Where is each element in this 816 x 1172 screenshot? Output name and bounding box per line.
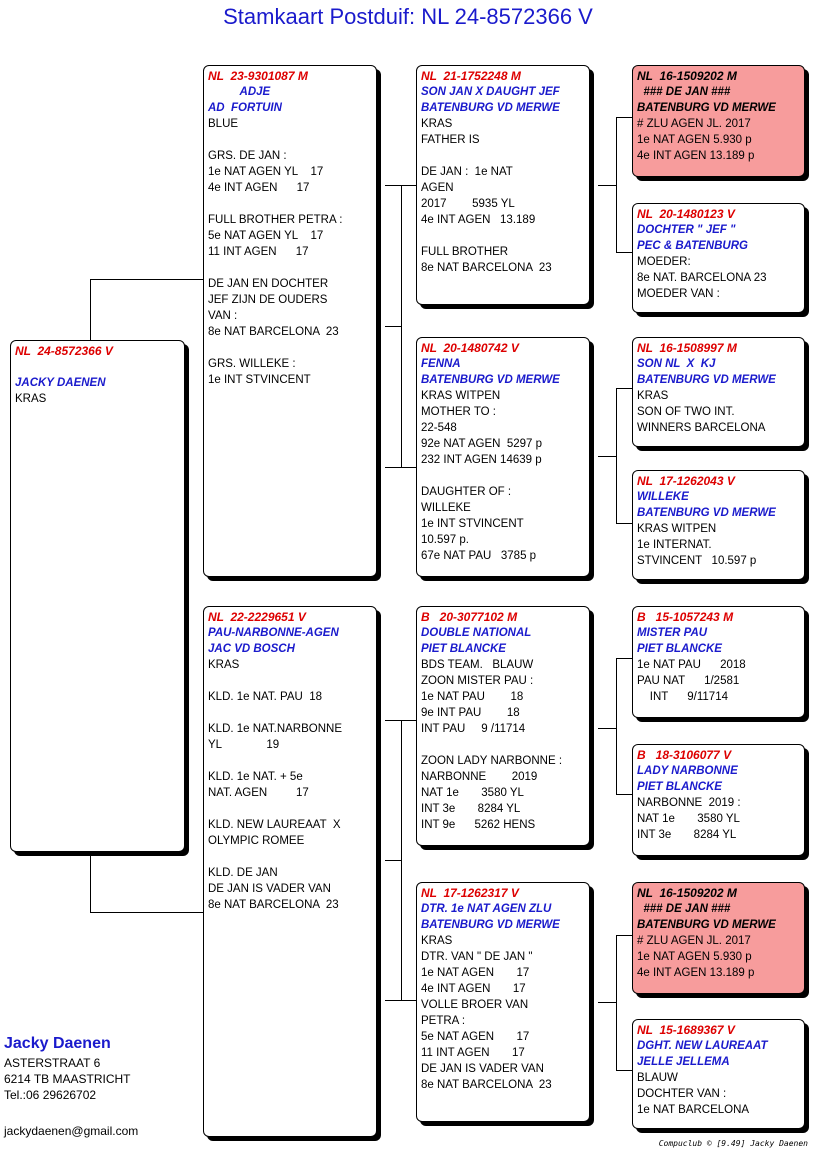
pedigree-line: 1e NAT AGEN 5.930 p xyxy=(637,951,752,963)
pedigree-line: 1e NAT AGEN 17 xyxy=(421,967,530,979)
pedigree-line: YL 19 xyxy=(208,739,280,751)
pedigree-line: MOTHER TO : xyxy=(421,406,496,418)
pedigree-line: 67e NAT PAU 3785 p xyxy=(421,550,537,562)
pigeon-card-fff xyxy=(632,65,805,177)
pedigree-line: 92e NAT AGEN 5297 p xyxy=(421,438,543,450)
pigeon-breeder: BATENBURG VD MERWE xyxy=(637,374,776,386)
pedigree-line: 1e NAT BARCELONA xyxy=(637,1104,750,1116)
pedigree-line: KRAS xyxy=(15,393,47,405)
pedigree-line: 8e NAT. BARCELONA 23 xyxy=(637,272,767,284)
pedigree-line: INT 9/11714 xyxy=(637,691,728,703)
pedigree-line: DE JAN EN DOCHTER xyxy=(208,278,329,290)
pigeon-breeder: BATENBURG VD MERWE xyxy=(637,102,776,114)
pedigree-line: VAN : xyxy=(208,310,238,322)
connector-line xyxy=(616,252,632,253)
connector-line xyxy=(385,326,401,327)
pedigree-line: DAUGHTER OF : xyxy=(421,486,512,498)
connector-line xyxy=(90,912,204,913)
pedigree-line: DTR. VAN " DE JAN " xyxy=(421,951,533,963)
pedigree-line: # ZLU AGEN JL. 2017 xyxy=(637,935,751,947)
pedigree-line xyxy=(421,737,585,753)
page-title: Stamkaart Postduif: NL 24-8572366 V xyxy=(223,4,593,29)
owner-city: 6214 TB MAASTRICHT xyxy=(4,1072,131,1086)
pigeon-breeder: JELLE JELLEMA xyxy=(637,1056,730,1068)
pedigree-line: 1e NAT PAU 18 xyxy=(421,691,524,703)
connector-line xyxy=(598,456,616,457)
pigeon-name: DOUBLE NATIONAL xyxy=(421,627,532,639)
pedigree-line: INT 3e 8284 YL xyxy=(637,829,737,841)
pedigree-line xyxy=(421,148,585,164)
pedigree-line: SON OF TWO INT. xyxy=(637,406,735,418)
connector-line xyxy=(616,523,632,524)
pigeon-breeder: BATENBURG VD MERWE xyxy=(421,374,560,386)
pedigree-line: 1e INTERNAT. xyxy=(637,539,712,551)
pedigree-line: VOLLE BROER VAN xyxy=(421,999,529,1011)
pedigree-line: BDS TEAM. BLAUW xyxy=(421,659,534,671)
pedigree-line: 11 INT AGEN 17 xyxy=(208,246,309,258)
pedigree-line: OLYMPIC ROMEE xyxy=(208,835,305,847)
pedigree-line: 11 INT AGEN 17 xyxy=(421,1047,525,1059)
pedigree-line: 4e INT AGEN 13.189 p xyxy=(637,150,755,162)
pigeon-card-mother-mother xyxy=(416,882,590,1122)
pedigree-line: ZOON LADY NARBONNE : xyxy=(421,755,563,767)
connector-line xyxy=(401,185,402,467)
pedigree-line: ZOON MISTER PAU : xyxy=(421,675,534,687)
connector-line xyxy=(616,117,632,118)
pigeon-card-ffm xyxy=(632,203,805,313)
ring-number: B 20-3077102 M xyxy=(421,610,518,624)
pigeon-breeder: JAC VD BOSCH xyxy=(208,643,295,655)
connector-line xyxy=(616,388,632,389)
pigeon-card-fmm xyxy=(632,470,805,580)
ring-number: NL 22-2229651 V xyxy=(208,610,306,624)
pedigree-line xyxy=(208,260,372,276)
pedigree-line: 2017 5935 YL xyxy=(421,198,515,210)
pedigree-line: 1e NAT AGEN 5.930 p xyxy=(637,134,752,146)
connector-line xyxy=(598,1002,616,1003)
ring-number: NL 16-1509202 M xyxy=(637,69,737,83)
pedigree-line: STVINCENT 10.597 p xyxy=(637,555,757,567)
connector-line xyxy=(616,658,617,794)
connector-line xyxy=(401,720,402,1000)
pedigree-line: 8e NAT BARCELONA 23 xyxy=(421,1079,552,1091)
pigeon-breeder: BATENBURG VD MERWE xyxy=(421,102,560,114)
pedigree-line: BLUE xyxy=(208,118,239,130)
ring-number: NL 20-1480742 V xyxy=(421,341,519,355)
connector-line xyxy=(616,935,617,1070)
pedigree-line: AGEN xyxy=(421,182,454,194)
pedigree-line: # ZLU AGEN JL. 2017 xyxy=(637,118,751,130)
pedigree-line xyxy=(208,673,372,689)
pedigree-line: NARBONNE 2019 xyxy=(421,771,538,783)
pigeon-breeder: BATENBURG VD MERWE xyxy=(637,507,776,519)
pedigree-line: MOEDER: xyxy=(637,256,691,268)
pedigree-line xyxy=(208,801,372,817)
pedigree-line: 9e INT PAU 18 xyxy=(421,707,520,719)
pigeon-card-father-mother xyxy=(416,337,590,577)
pigeon-name: SON NL X KJ xyxy=(637,358,716,370)
pedigree-line: 232 INT AGEN 14639 p xyxy=(421,454,542,466)
pedigree-line: GRS. WILLEKE : xyxy=(208,358,296,370)
pigeon-breeder: PEC & BATENBURG xyxy=(637,240,748,252)
pigeon-card-mmf xyxy=(632,882,805,994)
pedigree-line: KLD. 1e NAT. + 5e xyxy=(208,771,303,783)
pigeon-card-fmf xyxy=(632,337,805,447)
pedigree-line: GRS. DE JAN : xyxy=(208,150,287,162)
ring-number: B 18-3106077 V xyxy=(637,748,732,762)
owner-name: Jacky Daenen xyxy=(4,1035,111,1052)
pedigree-line: DE JAN IS VADER VAN xyxy=(208,883,331,895)
connector-line xyxy=(616,388,617,523)
pigeon-card-mff xyxy=(632,606,805,718)
pigeon-card-subject xyxy=(10,340,185,852)
pedigree-line: KLD. NEW LAUREAAT X xyxy=(208,819,341,831)
connector-line xyxy=(616,1070,632,1071)
pedigree-line: 8e NAT BARCELONA 23 xyxy=(208,899,339,911)
pedigree-line: NARBONNE 2019 : xyxy=(637,797,741,809)
pedigree-line: NAT 1e 3580 YL xyxy=(421,787,524,799)
connector-line xyxy=(616,935,632,936)
pedigree-line: KLD. DE JAN xyxy=(208,867,278,879)
owner-email[interactable]: jackydaenen@gmail.com xyxy=(4,1124,139,1138)
ring-number: NL 16-1509202 M xyxy=(637,886,737,900)
pedigree-line: WILLEKE xyxy=(421,502,471,514)
ring-number: NL 20-1480123 V xyxy=(637,207,735,221)
pedigree-line: 1e NAT PAU 2018 xyxy=(637,659,746,671)
pedigree-line: 5e NAT AGEN 17 xyxy=(421,1031,530,1043)
pigeon-name: DGHT. NEW LAUREAAT xyxy=(637,1040,768,1052)
pedigree-line: BLAUW xyxy=(637,1072,678,1084)
pedigree-line: 5e NAT AGEN YL 17 xyxy=(208,230,324,242)
pedigree-line: 1e NAT AGEN YL 17 xyxy=(208,166,324,178)
pedigree-line xyxy=(208,132,372,148)
pigeon-breeder: PIET BLANCKE xyxy=(637,781,722,793)
ring-number: B 15-1057243 M xyxy=(637,610,734,624)
pedigree-line: FULL BROTHER xyxy=(421,246,509,258)
pedigree-line: 10.597 p. xyxy=(421,534,469,546)
pigeon-card-mfm xyxy=(632,744,805,856)
pedigree-line xyxy=(208,753,372,769)
pedigree-line: KLD. 1e NAT. PAU 18 xyxy=(208,691,322,703)
pedigree-line: KRAS xyxy=(637,390,669,402)
pigeon-breeder: JACKY DAENEN xyxy=(15,377,106,389)
pigeon-name: ADJE xyxy=(208,86,271,98)
connector-line xyxy=(616,658,632,659)
owner-phone: Tel.:06 29626702 xyxy=(4,1088,97,1102)
pedigree-line: PETRA : xyxy=(421,1015,466,1027)
pigeon-card-mother xyxy=(203,606,377,1137)
pedigree-line: KLD. 1e NAT.NARBONNE xyxy=(208,723,342,735)
pedigree-line xyxy=(421,228,585,244)
connector-line xyxy=(385,1000,417,1001)
pigeon-name: MISTER PAU xyxy=(637,627,708,639)
pedigree-line: KRAS WITPEN xyxy=(637,523,717,535)
connector-line xyxy=(598,728,616,729)
pedigree-line xyxy=(208,340,372,356)
pedigree-line: 22-548 xyxy=(421,422,457,434)
pigeon-name: DOCHTER " JEF " xyxy=(637,224,736,236)
footer-credit: Compuclub © [9.49] Jacky Daenen xyxy=(658,1139,808,1148)
connector-line xyxy=(385,860,401,861)
pigeon-name: LADY NARBONNE xyxy=(637,765,738,777)
connector-line xyxy=(90,852,91,912)
pigeon-name: FENNA xyxy=(421,358,461,370)
owner-block xyxy=(4,1033,130,1103)
ring-number: NL 21-1752248 M xyxy=(421,69,521,83)
pedigree-line: INT PAU 9 /11714 xyxy=(421,723,526,735)
pedigree-line xyxy=(208,849,372,865)
pigeon-breeder: PIET BLANCKE xyxy=(637,643,722,655)
pigeon-card-father xyxy=(203,65,377,577)
pedigree-line: 8e NAT BARCELONA 23 xyxy=(208,326,339,338)
connector-line xyxy=(90,279,204,280)
pigeon-name xyxy=(15,359,180,375)
pedigree-line: PAU NAT 1/2581 xyxy=(637,675,740,687)
pedigree-line: KRAS xyxy=(421,935,453,947)
ring-number: NL 15-1689367 V xyxy=(637,1023,735,1037)
pigeon-breeder: BATENBURG VD MERWE xyxy=(637,919,776,931)
pigeon-name: WILLEKE xyxy=(637,491,689,503)
pedigree-line: 1e INT STVINCENT xyxy=(208,374,311,386)
pedigree-line: 1e INT STVINCENT xyxy=(421,518,524,530)
pedigree-line: 4e INT AGEN 17 xyxy=(208,182,310,194)
pedigree-line: 4e INT AGEN 17 xyxy=(421,983,526,995)
pigeon-name: SON JAN X DAUGHT JEF xyxy=(421,86,560,98)
pedigree-line: DE JAN IS VADER VAN xyxy=(421,1063,544,1075)
connector-line xyxy=(616,117,617,252)
pigeon-breeder: BATENBURG VD MERWE xyxy=(421,919,560,931)
pedigree-line xyxy=(208,705,372,721)
pedigree-line: KRAS xyxy=(421,118,453,130)
ring-number: NL 17-1262043 V xyxy=(637,474,735,488)
pedigree-line: DE JAN : 1e NAT xyxy=(421,166,513,178)
pigeon-name: DTR. 1e NAT AGEN ZLU xyxy=(421,903,552,915)
connector-line xyxy=(90,279,91,341)
pigeon-name: ### DE JAN ### xyxy=(637,903,731,915)
pedigree-line: MOEDER VAN : xyxy=(637,288,720,300)
pedigree-line: DOCHTER VAN : xyxy=(637,1088,727,1100)
pedigree-line xyxy=(421,468,585,484)
pigeon-breeder: PIET BLANCKE xyxy=(421,643,506,655)
pedigree-line: NAT. AGEN 17 xyxy=(208,787,309,799)
pedigree-line: INT 3e 8284 YL xyxy=(421,803,521,815)
pedigree-line: 8e NAT BARCELONA 23 xyxy=(421,262,552,274)
pedigree-line: KRAS WITPEN xyxy=(421,390,501,402)
pigeon-breeder: AD FORTUIN xyxy=(208,102,282,114)
pedigree-line xyxy=(208,196,372,212)
pedigree-line: JEF ZIJN DE OUDERS xyxy=(208,294,328,306)
pedigree-line: 4e INT AGEN 13.189 xyxy=(421,214,536,226)
owner-street: ASTERSTRAAT 6 xyxy=(4,1056,101,1070)
ring-number: NL 23-9301087 M xyxy=(208,69,308,83)
ring-number: NL 16-1508997 M xyxy=(637,341,737,355)
ring-number: NL 17-1262317 V xyxy=(421,886,519,900)
connector-line xyxy=(616,794,632,795)
pigeon-card-mmm xyxy=(632,1019,805,1129)
pigeon-name: PAU-NARBONNE-AGEN xyxy=(208,627,339,639)
pedigree-line: NAT 1e 3580 YL xyxy=(637,813,740,825)
pedigree-line: FATHER IS xyxy=(421,134,480,146)
pedigree-line: FULL BROTHER PETRA : xyxy=(208,214,343,226)
pedigree-line: KRAS xyxy=(208,659,240,671)
ring-number: NL 24-8572366 V xyxy=(15,344,113,358)
pigeon-name: ### DE JAN ### xyxy=(637,86,731,98)
connector-line xyxy=(385,467,417,468)
pedigree-line: 4e INT AGEN 13.189 p xyxy=(637,967,755,979)
pedigree-line: WINNERS BARCELONA xyxy=(637,422,766,434)
pigeon-card-father-father xyxy=(416,65,590,305)
pedigree-line: INT 9e 5262 HENS xyxy=(421,819,536,831)
pigeon-card-mother-father xyxy=(416,606,590,846)
connector-line xyxy=(598,185,616,186)
